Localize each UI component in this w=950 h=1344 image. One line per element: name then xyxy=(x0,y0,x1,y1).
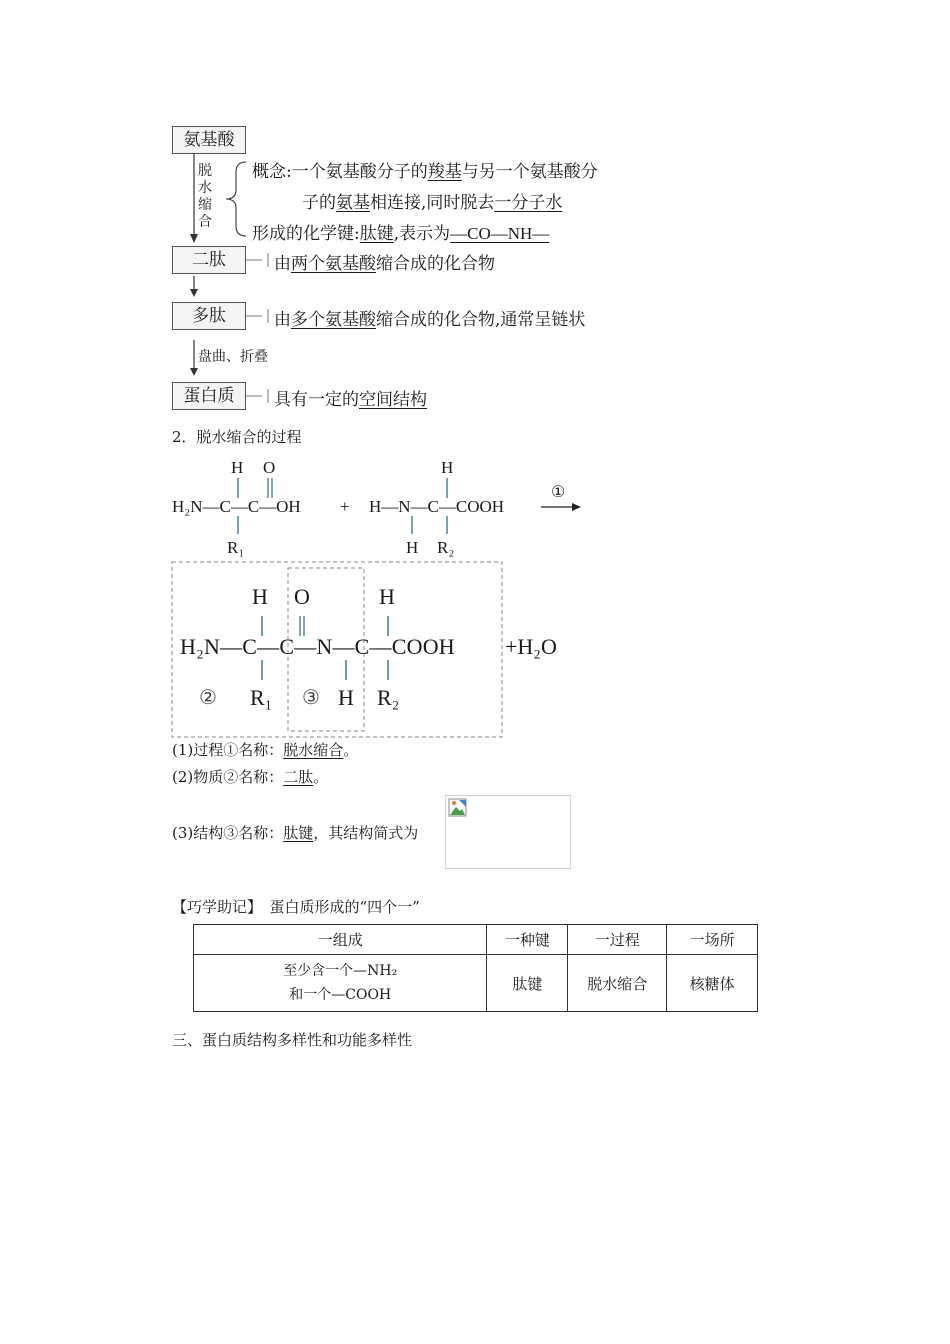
table-cell: 肽键 xyxy=(487,955,568,1012)
product-R1: R₁ xyxy=(250,685,273,710)
box-polypeptide: 多肽 xyxy=(172,302,246,330)
product-R2: R₂ xyxy=(377,685,400,710)
side-label: 脱 水 缩 合 xyxy=(198,163,212,230)
plus-sign: + xyxy=(340,497,350,516)
reactant-1-O: O xyxy=(263,458,276,477)
header-cell: 一组成 xyxy=(194,925,487,955)
connector-icon xyxy=(246,388,272,404)
section-2-title: 2．脱水缩合的过程 xyxy=(172,428,302,446)
header-cell: 一过程 xyxy=(568,925,667,955)
broken-image-placeholder xyxy=(445,795,571,869)
brace-icon xyxy=(222,160,252,238)
product-O: O xyxy=(294,584,310,609)
bond-line: 形成的化学键:肽键,表示为—CO—NH— xyxy=(252,224,550,244)
down-arrow-icon xyxy=(184,274,204,298)
product-main: H₂N—C—C—N—C—COOH xyxy=(180,634,455,659)
protein-desc: 具有一定的空间结构 xyxy=(274,390,427,410)
header-cell: 一场所 xyxy=(667,925,758,955)
box-amino-acid: 氨基酸 xyxy=(172,126,246,154)
box-dipeptide: 二肽 xyxy=(172,246,246,274)
concept-line-2: 子的氨基相连接,同时脱去一分子水 xyxy=(302,193,563,213)
connector-icon xyxy=(246,308,272,324)
product-water: +H₂O xyxy=(505,634,557,659)
reaction-arrow-icon xyxy=(540,500,582,514)
broken-image-icon xyxy=(448,798,468,818)
composition-cell: 至少含一个—NH₂ 和一个—COOH xyxy=(194,955,487,1012)
connector-icon xyxy=(246,252,272,268)
section-3-title: 三、蛋白质结构多样性和功能多样性 xyxy=(172,1031,413,1049)
dipeptide-desc: 由两个氨基酸缩合成的化合物 xyxy=(274,254,495,274)
fold-label: 盘曲、折叠 xyxy=(198,349,268,365)
table-row xyxy=(194,925,758,955)
table-cell: 核糖体 xyxy=(667,955,758,1012)
polypeptide-desc: 由多个氨基酸缩合成的化合物,通常呈链状 xyxy=(274,310,586,330)
concept-line-1: 概念:一个氨基酸分子的羧基与另一个氨基酸分 xyxy=(252,162,598,182)
reactant-2-R2: R₂ xyxy=(437,538,455,557)
reactant-1-H: H xyxy=(231,458,244,477)
memo-table xyxy=(193,924,758,1012)
answer-2: (2)物质②名称：二肽。 xyxy=(172,768,329,786)
product-circle-2: ② xyxy=(199,685,217,709)
answer-3: (3)结构③名称：肽键，其结构简式为 xyxy=(172,824,419,842)
memo-title: 【巧学助记】 蛋白质形成的“四个一” xyxy=(172,898,420,916)
product-H2: H xyxy=(379,584,395,609)
product-NH-H: H xyxy=(338,685,354,710)
box-protein: 蛋白质 xyxy=(172,382,246,410)
reactant-1-R1: R₁ xyxy=(227,538,245,557)
reactant-1-main: H₂N—C—C—OH xyxy=(172,497,301,516)
arrow-label: ① xyxy=(551,482,566,501)
reactant-2-main: H—N—C—COOH xyxy=(369,497,505,516)
product-H1: H xyxy=(252,584,268,609)
answer-1: (1)过程①名称：脱水缩合。 xyxy=(172,741,359,759)
table-cell: 脱水缩合 xyxy=(568,955,667,1012)
reactant-2-H-bottom: H xyxy=(406,538,419,557)
product-circle-3: ③ xyxy=(302,685,320,709)
reactant-2-H-top: H xyxy=(441,458,454,477)
header-cell: 一种键 xyxy=(487,925,568,955)
table-row xyxy=(194,955,758,1012)
